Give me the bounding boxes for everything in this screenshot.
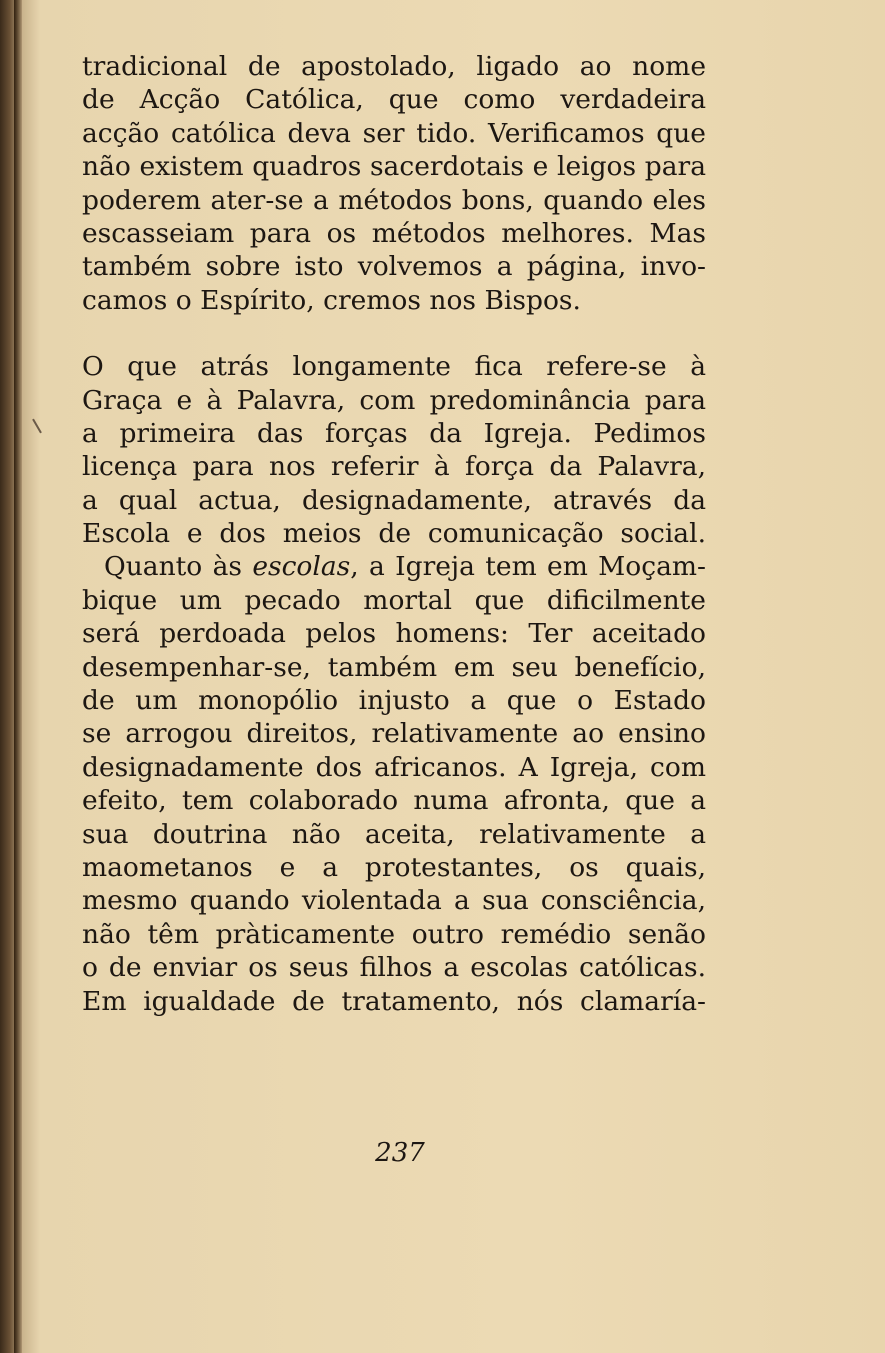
- text-line: também sobre isto volvemos a página, invo-: [82, 251, 706, 283]
- text-line: sua doutrina não aceita, relativamente a: [82, 818, 706, 850]
- text-line: Escola e dos meios de comunicação social.: [82, 518, 706, 550]
- text-line: escasseiam para os métodos melhores. Mas: [82, 217, 706, 249]
- text-line-with-italic: [82, 550, 706, 583]
- text-line: se arrogou direitos, relativamente ao ensino: [82, 718, 706, 750]
- text-segment: Quanto às: [104, 551, 253, 583]
- text-line: não existem quadros sacerdotais e leigos para: [82, 151, 706, 183]
- paragraph-gap: [82, 317, 706, 350]
- text-line: Graça e à Palavra, com predominância para: [82, 384, 706, 416]
- text-line: a qual actua, designadamente, através da: [82, 484, 706, 516]
- text-line: a primeira das forças da Igreja. Pedimos: [82, 417, 706, 449]
- text-line: não têm pràticamente outro remédio senão: [82, 918, 706, 950]
- text-line: camos o Espírito, cremos nos Bispos.: [82, 284, 581, 316]
- text-line: de Acção Católica, que como verdadeira: [82, 84, 706, 116]
- text-line: será perdoada pelos homens: Ter aceitado: [82, 618, 706, 650]
- text-line: de um monopólio injusto a que o Estado: [82, 685, 706, 717]
- text-line: o de enviar os seus filhos a escolas católicas.: [82, 952, 706, 984]
- text-line: poderem ater-se a métodos bons, quando eles: [82, 184, 706, 216]
- text-line: bique um pecado mortal que dificilmente: [82, 584, 706, 616]
- text-line: desempenhar-se, também em seu benefício,: [82, 651, 706, 683]
- page-number: 237: [375, 1138, 425, 1168]
- text-line: efeito, tem colaborado numa afronta, que a: [82, 785, 706, 817]
- book-gutter: [14, 0, 22, 1353]
- text-line: O que atrás longamente fica refere-se à: [82, 351, 706, 383]
- text-line: designadamente dos africanos. A Igreja, com: [82, 751, 706, 783]
- text-segment: , a Igreja tem em Moçam-: [350, 551, 706, 583]
- italic-word: escolas: [252, 551, 351, 583]
- text-line: Em igualdade de tratamento, nós clamaría-: [82, 985, 706, 1017]
- margin-mark: [32, 419, 42, 434]
- text-line: acção católica deva ser tido. Verificamos que: [82, 117, 706, 149]
- text-line: tradicional de apostolado, ligado ao nome: [82, 51, 706, 82]
- text-line: mesmo quando violentada a sua consciência,: [82, 885, 706, 917]
- text-line: licença para nos referir à força da Palavra,: [82, 451, 706, 483]
- text-line: maometanos e a protestantes, os quais,: [82, 851, 706, 883]
- body-text: [82, 50, 706, 1018]
